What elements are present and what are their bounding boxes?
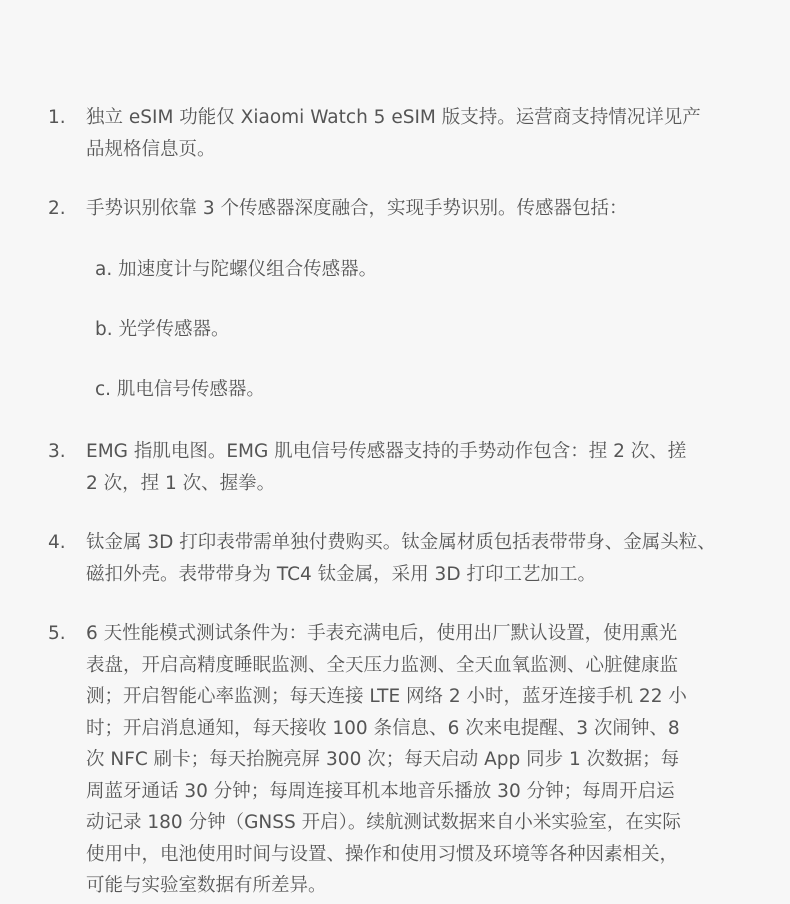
footnote-text-line: 独立 eSIM 功能仅 Xiaomi Watch 5 eSIM 版支持。运营商支持情况详见产	[86, 107, 701, 128]
footnote-text-line: 钛金属 3D 打印表带需单独付费购买。钛金属材质包括表带带身、金属头粒、	[86, 532, 716, 553]
footnote-text-line: 次 NFC 刷卡；每天抬腕亮屏 300 次；每天启动 App 同步 1 次数据；每	[86, 749, 680, 770]
footnote-text-line: 动记录 180 分钟（GNSS 开启）。续航测试数据来自小米实验室，在实际	[86, 812, 681, 833]
footnote-text-line: 时；开启消息通知，每天接收 100 条信息、6 次来电提醒、3 次闹钟、8	[86, 717, 680, 739]
footnote-number: 5.	[48, 623, 66, 644]
footnote-number: 2.	[48, 198, 66, 219]
footnote-text-line: 磁扣外壳。表带带身为 TC4 钛金属，采用 3D 打印工艺加工。	[86, 563, 596, 585]
footnote-text-line: 周蓝牙通话 30 分钟；每周连接耳机本地音乐播放 30 分钟；每周开启运	[86, 780, 675, 802]
footnote-text-line: 可能与实验室数据有所差异。	[86, 875, 327, 896]
footnote-text-line: 品规格信息页。	[86, 138, 216, 160]
footnote-number: 3.	[48, 441, 66, 462]
footnote-text-line: 使用中，电池使用时间与设置、操作和使用习惯及环境等各种因素相关，	[86, 843, 679, 865]
footnote-text-line: 表盘，开启高精度睡眠监测、全天压力监测、全天血氧监测、心脏健康监	[86, 654, 679, 676]
footnote-text-line: 测；开启智能心率监测；每天连接 LTE 网络 2 小时，蓝牙连接手机 22 小	[86, 686, 687, 707]
footnote-text-line: 手势识别依靠 3 个传感器深度融合，实现手势识别。传感器包括：	[86, 198, 628, 219]
footnote-text-line: EMG 指肌电图。EMG 肌电信号传感器支持的手势动作包含：捏 2 次、搓	[86, 441, 687, 462]
footnote-number: 1.	[48, 107, 66, 128]
footnote-text-line: 6 天性能模式测试条件为：手表充满电后，使用出厂默认设置，使用熏光	[86, 623, 678, 644]
footnote-text-line: 2 次，捏 1 次、握拳。	[86, 472, 276, 494]
footnote-sub-item-b: b. 光学传感器。	[95, 319, 230, 340]
footnote-sub-item-c: c. 肌电信号传感器。	[95, 379, 265, 400]
footnote-number: 4.	[48, 532, 66, 553]
footnote-sub-item-a: a. 加速度计与陀螺仪组合传感器。	[95, 259, 378, 280]
